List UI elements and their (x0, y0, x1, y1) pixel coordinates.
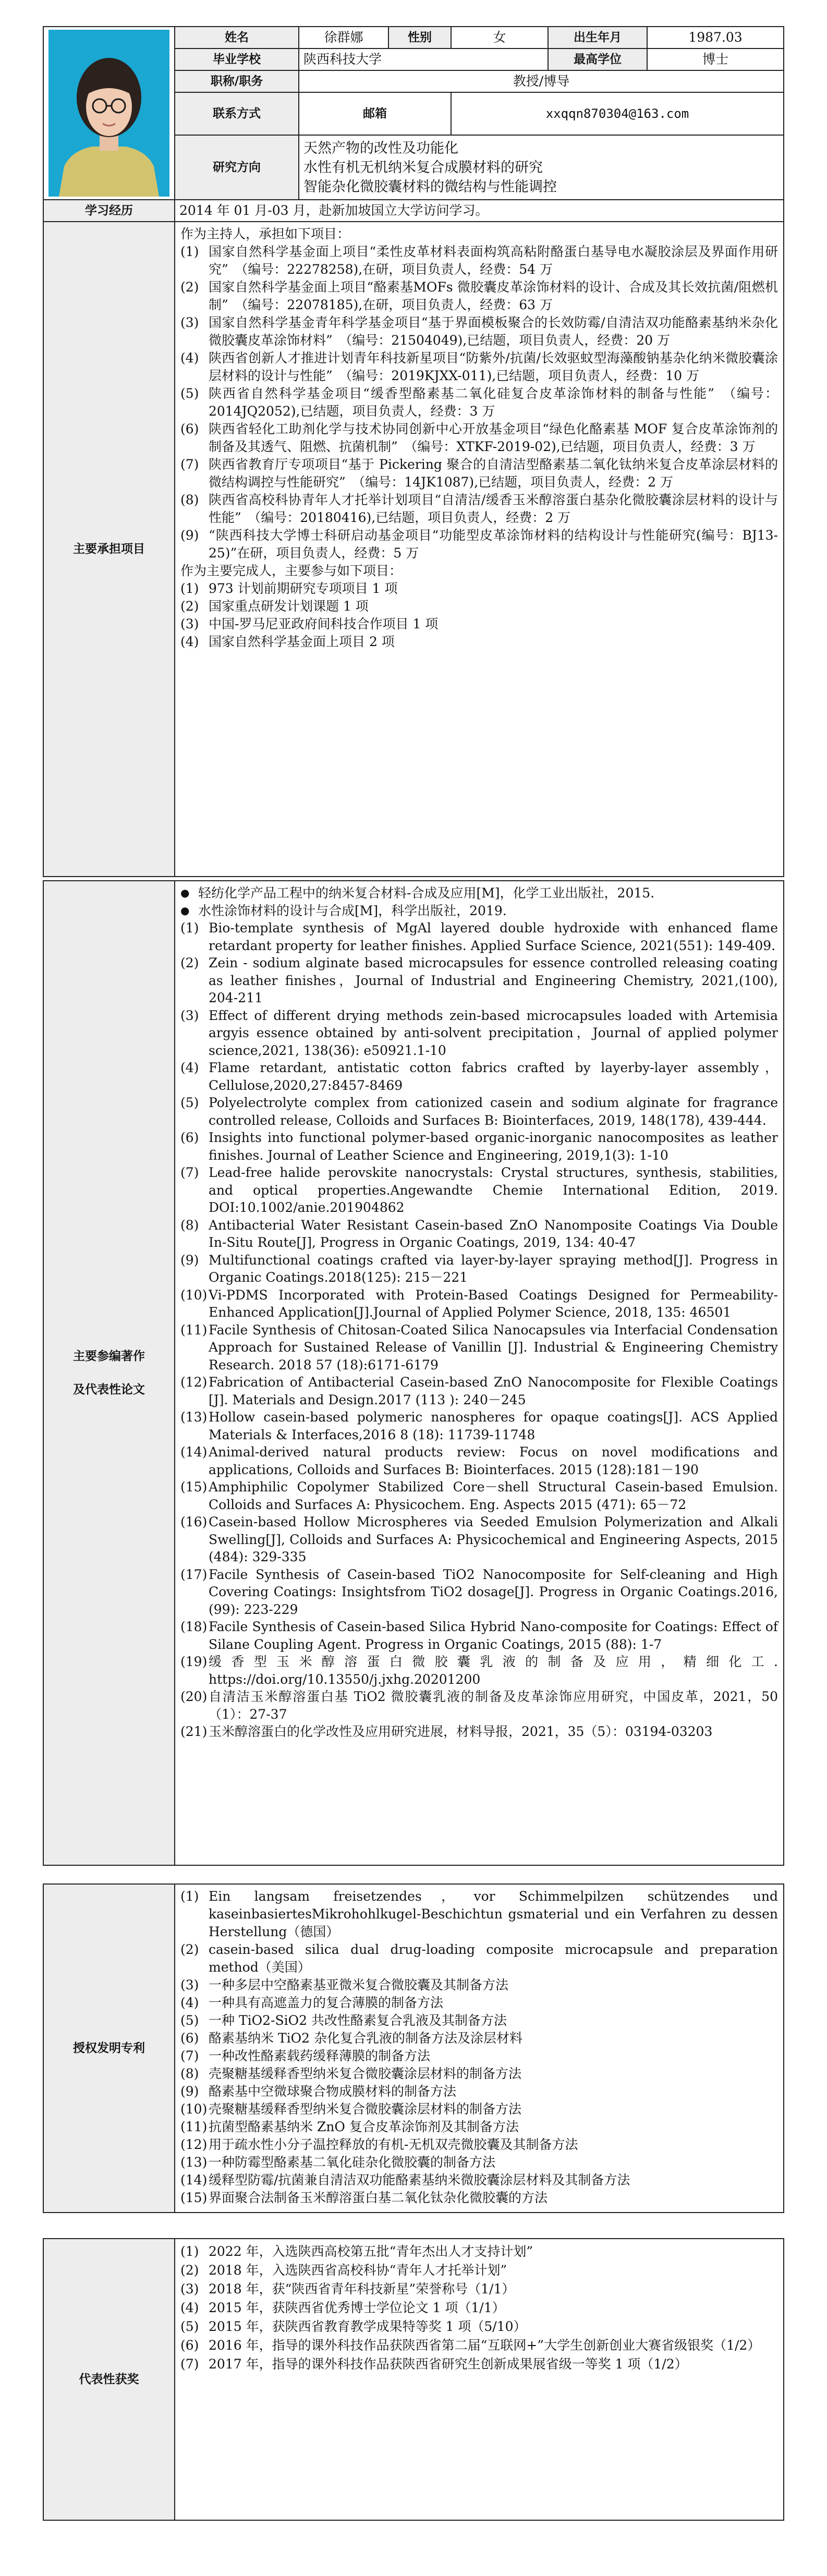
list-item-number: (9) (180, 528, 199, 543)
list-item-number: (15) (180, 2190, 208, 2205)
patent-item (180, 2047, 778, 2065)
list-item-number: (12) (180, 1375, 208, 1390)
study-label: 学习经历 (43, 200, 175, 222)
list-item-number: (20) (180, 1689, 208, 1704)
list-item-number: (1) (180, 2244, 199, 2259)
papers-list (180, 919, 778, 1741)
list-item-text: 2015 年，获陕西省教育教学成果特等奖 1 项（5/10） (209, 2319, 527, 2334)
profile-table (43, 26, 784, 877)
projects-intro: 作为主持人，承担如下项目： (180, 226, 350, 241)
list-item-number: (7) (180, 457, 199, 472)
list-item-text: 陕西省自然科学基金项目“缓香型酪素基二氧化硅复合皮革涂饰材料的制备与性能” （编号：2014JQ2052),已结题，项目负责人，经费：3 万 (209, 386, 778, 419)
project-item (180, 420, 778, 456)
list-item-text: 陕西省创新人才推进计划青年科技新星项目“防紫外/抗菌/长效驱蚊型海藻酸钠基杂化纳米微胶囊涂层材料的设计与性能” （编号：2019KJXX-011),已结题，项目负责人，经费：10 万 (209, 350, 778, 383)
project-item (180, 385, 778, 420)
list-item-number: (6) (180, 421, 199, 436)
list-item-number: (3) (180, 1977, 199, 1992)
paper-item (180, 1059, 778, 1094)
list-item-number: (7) (180, 1165, 199, 1180)
list-item-text: 陕西省高校科协青年人才托举计划项目“自清洁/缓香玉米醇溶蛋白基杂化微胶囊涂层材料的设计与性能” （编号：20180416),已结题，项目负责人，经费：2 万 (209, 492, 778, 525)
list-item-text: Facile Synthesis of Chitosan-Coated Silica Nanocapsules via Interfacial Condensation Approach for Sustained Release of Vanillin [J]. Industrial & Engineering Chemistry Research. 2018 57 (18):6171-6179 (209, 1322, 778, 1372)
list-item-number: (2) (180, 280, 199, 295)
list-item-number: (2) (180, 955, 199, 970)
list-item-number: (4) (180, 2300, 199, 2315)
birth-value: 1987.03 (647, 27, 784, 48)
list-item-number: (7) (180, 2048, 199, 2063)
list-item-text: 973 计划前期研究专项项目 1 项 (209, 581, 398, 596)
list-item-number: (4) (180, 634, 199, 649)
research-line: 天然产物的改性及功能化 (303, 140, 458, 156)
paper-item (180, 1513, 778, 1566)
patent-item (180, 1888, 778, 1941)
list-item-number: (21) (180, 1724, 208, 1739)
list-item-number: (13) (180, 1409, 208, 1425)
projects-content (175, 222, 784, 877)
list-item-text: 用于疏水性小分子温控释放的有机-无机双壳微胶囊及其制备方法 (209, 2137, 578, 2152)
list-item-number: (2) (180, 2263, 199, 2278)
list-item-number: (3) (180, 315, 199, 330)
list-item-number: (15) (180, 1479, 208, 1494)
list-item-number: (8) (180, 2066, 199, 2081)
list-item-number: (3) (180, 616, 199, 631)
title-label: 职称/职务 (175, 70, 299, 92)
list-item-text: 国家自然科学基金面上项目 2 项 (209, 634, 395, 649)
patent-item (180, 2030, 778, 2047)
patents-list (180, 1888, 778, 2207)
paper-item (180, 1566, 778, 1619)
list-item-number: (8) (180, 1217, 199, 1233)
list-item-text: Ein langsam freisetzendes，vor Schimmelpilzen schützendes und kaseinbasiertesMikrohohlkugel-Beschichtun gsmaterial und ein Verfahren zu dessen Herstellung（德国） (209, 1889, 778, 1939)
list-item-text: 玉米醇溶蛋白的化学改性及应用研究进展，材料导报，2021，35（5）：03194-03203 (209, 1724, 713, 1739)
participated-project-item (180, 598, 778, 615)
list-item-text: 壳聚糖基缓释香型纳米复合微胶囊涂层材料的制备方法 (209, 2066, 522, 2081)
book-item (180, 884, 778, 902)
list-item-text: 一种多层中空酪素基亚微米复合微胶囊及其制备方法 (209, 1977, 509, 1992)
list-item-number: (9) (180, 2084, 199, 2099)
paper-item (180, 1251, 778, 1286)
list-item-text: Insights into functional polymer-based organic-inorganic nanocomposites as leather finishes. Journal of Leather Science and Engineering, 2019,1(3): 1-10 (209, 1130, 778, 1163)
list-item-number: (14) (180, 1444, 208, 1460)
projects-list-2 (180, 580, 778, 651)
gender-label: 性别 (388, 27, 451, 48)
participated-project-item (180, 633, 778, 651)
papers-label-line: 主要参编著作 (73, 1350, 145, 1363)
school-value: 陕西科技大学 (299, 48, 548, 70)
paper-item (180, 1478, 778, 1513)
books-list (180, 884, 778, 919)
list-item-number: (3) (180, 2281, 199, 2296)
list-item-text: casein-based silica dual drug-loading composite microcapsule and preparation method（美国） (209, 1942, 778, 1975)
list-item-number: (11) (180, 2119, 208, 2134)
degree-value: 博士 (647, 48, 784, 70)
paper-item (180, 1164, 778, 1217)
person-portrait-icon (48, 30, 169, 197)
list-item-text: 国家自然科学基金青年科学基金项目“基于界面模板聚合的长效防霉/自清洁双功能酪素基纳米杂化微胶囊皮革涂饰材料” （编号：21504049),已结题，项目负责人，经费：20 万 (209, 315, 778, 348)
paper-item (180, 1374, 778, 1408)
email-value[interactable]: xxqqn870304@163.com (451, 92, 784, 135)
list-item-text: Fabrication of Antibacterial Casein-based ZnO Nanocomposite for Flexible Coatings [J]. Materials and Design.2017 (113 ): 240－245 (209, 1375, 778, 1407)
patents-label: 授权发明专利 (43, 1884, 175, 2213)
list-item-number: (12) (180, 2137, 208, 2152)
school-label: 毕业学校 (175, 48, 299, 70)
list-item-text: Lead-free halide perovskite nanocrystals: Crystal structures, synthesis, stabilities, and optical properties.Angewandte Chemie International Edition, 2019. DOI:10.1002/anie.201904862 (209, 1165, 778, 1215)
name-label: 姓名 (175, 27, 299, 48)
patent-item (180, 2154, 778, 2171)
list-item-text: 国家重点研发计划课题 1 项 (209, 599, 369, 614)
list-item-text: 2017 年，指导的课外科技作品获陕西省研究生创新成果展省级一等奖 1 项（1/2） (209, 2356, 688, 2372)
list-item-number: (18) (180, 1619, 208, 1634)
list-item-number: (17) (180, 1566, 208, 1582)
profile-photo (48, 30, 169, 197)
project-item (180, 314, 778, 349)
paper-item (180, 1408, 778, 1443)
paper-item (180, 1217, 778, 1251)
patent-item (180, 2118, 778, 2136)
list-item-number: (5) (180, 2013, 199, 2028)
list-item-text: 自清洁玉米醇溶蛋白基 TiO2 微胶囊乳液的制备及皮革涂饰应用研究，中国皮革，2021，50（1）：27-37 (209, 1689, 778, 1722)
list-item-number: (7) (180, 2356, 199, 2372)
list-item-number: (5) (180, 1095, 199, 1110)
list-item-text: 缓释型防霉/抗菌兼自清洁双功能酪素基纳米微胶囊涂层材料及其制备方法 (209, 2172, 630, 2188)
paper-item (180, 1688, 778, 1723)
title-value: 教授/博导 (299, 70, 784, 92)
list-item-number: (5) (180, 2319, 199, 2334)
list-item-text: 国家自然科学基金面上项目“柔性皮革材料表面构筑高粘附酪蛋白基导电水凝胶涂层及界面作用研究” （编号：22278258),在研，项目负责人，经费：54 万 (209, 244, 778, 277)
list-item-text: 2016 年，指导的课外科技作品获陕西省第二届“互联网+”大学生创新创业大赛省级银奖（1/2） (209, 2338, 761, 2353)
list-item-text: 陕西省轻化工助剂化学与技术协同创新中心开放基金项目“绿色化酪素基 MOF 复合皮革涂饰剂的制备及其透气、阻燃、抗菌机制” （编号：XTKF-2019-02),已结题，项目负责人，经费：3 万 (209, 421, 778, 454)
list-item-number: (5) (180, 386, 199, 401)
project-item (180, 278, 778, 314)
list-item-text: 酪素基纳米 TiO2 杂化复合乳液的制备方法及涂层材料 (209, 2031, 522, 2046)
list-item-text: Antibacterial Water Resistant Casein-based ZnO Nanomposite Coatings Via Double In-Situ Route[J], Progress in Organic Coatings, 2019, 134: 40-47 (209, 1217, 778, 1250)
paper-item (180, 1286, 778, 1321)
list-item-text: 壳聚糖基缓释香型纳米复合微胶囊涂层材料的制备方法 (209, 2101, 522, 2117)
award-item (180, 2299, 778, 2317)
list-item-number: (9) (180, 1252, 199, 1268)
list-item-text: Polyelectrolyte complex from cationized casein and sodium alginate for fragrance controlled release, Colloids and Surfaces B: Biointerfaces, 2019, 148(178), 439-444. (209, 1095, 778, 1128)
list-item-number: (1) (180, 581, 199, 596)
list-item-number: (6) (180, 2338, 199, 2353)
list-item-text: 中国-罗马尼亚政府间科技合作项目 1 项 (209, 616, 439, 631)
paper-item (180, 1321, 778, 1374)
paper-item (180, 919, 778, 954)
list-item-text: 2018 年，入选陕西省高校科协“青年人才托举计划” (209, 2263, 507, 2278)
paper-item (180, 1094, 778, 1129)
list-item-number: (4) (180, 350, 199, 366)
list-item-text: “陕西科技大学博士科研启动基金项目“功能型皮革涂饰材料的结构设计与性能研究(编号：BJ13-25)”在研，项目负责人，经费：5 万 (209, 528, 778, 561)
list-item-number: (13) (180, 2155, 208, 2170)
awards-table (43, 2238, 784, 2521)
list-item-number: (4) (180, 1060, 199, 1075)
study-value: 2014 年 01 月-03 月，赴新加坡国立大学访问学习。 (175, 200, 784, 222)
name-value: 徐群娜 (299, 27, 388, 48)
patent-item (180, 2065, 778, 2083)
patent-item (180, 2012, 778, 2030)
participated-project-item (180, 615, 778, 633)
list-item-number: (4) (180, 1995, 199, 2010)
list-item-number: (8) (180, 492, 199, 507)
patents-content (175, 1884, 784, 2213)
paper-item (180, 1618, 778, 1653)
projects-list (180, 243, 778, 562)
gender-value: 女 (451, 27, 548, 48)
list-item-text: Hollow casein-based polymeric nanospheres for opaque coatings[J]. ACS Applied Materials & Interfaces,2016 8 (18): 11739-11748 (209, 1409, 778, 1442)
list-item-number: (6) (180, 2031, 199, 2046)
list-item-number: (1) (180, 1889, 199, 1904)
list-item-text: 抗菌型酪素基纳米 ZnO 复合皮革涂饰剂及其制备方法 (209, 2119, 519, 2134)
awards-label: 代表性获奖 (43, 2239, 175, 2520)
list-item-number: (1) (180, 244, 199, 259)
patent-item (180, 2136, 778, 2154)
patent-item (180, 2171, 778, 2189)
award-item (180, 2261, 778, 2280)
book-text: 轻纺化学产品工程中的纳米复合材料-合成及应用[M]，化学工业出版社，2015. (198, 885, 655, 901)
paper-item (180, 954, 778, 1007)
list-item-text: 界面聚合法制备玉米醇溶蛋白基二氧化钛杂化微胶囊的方法 (209, 2190, 548, 2205)
award-item (180, 2242, 778, 2261)
patent-item (180, 1941, 778, 1976)
paper-item (180, 1007, 778, 1060)
list-item-number: (2) (180, 1942, 199, 1957)
papers-content (175, 881, 784, 1865)
list-item-text: Facile Synthesis of Casein-based TiO2 Nanocomposite for Self-cleaning and High Covering Coatings: Insightsfrom TiO2 dosage[J]. Progress in Organic Coatings.2016,(99): 223-229 (209, 1566, 778, 1617)
list-item-text: Facile Synthesis of Casein-based Silica Hybrid Nano-composite for Coatings: Effect of Silane Coupling Agent. Progress in Organic Coatings, 2015 (88): 1-7 (209, 1619, 778, 1652)
participated-project-item (180, 580, 778, 598)
project-item (180, 243, 778, 278)
email-label: 邮箱 (299, 92, 451, 135)
bullet-icon: ● (180, 886, 190, 899)
project-item (180, 527, 778, 562)
list-item-number: (10) (180, 1287, 208, 1303)
patent-item (180, 1976, 778, 1994)
contact-label: 联系方式 (175, 92, 299, 135)
patent-item (180, 2100, 778, 2118)
papers-label-line: 及代表性论文 (73, 1383, 145, 1396)
list-item-text: 一种防霉型酪素基二氧化硅杂化微胶囊的制备方法 (209, 2155, 496, 2170)
patents-table (43, 1884, 784, 2213)
list-item-text: Bio-template synthesis of MgAl layered double hydroxide with enhanced flame retardant property for leather finishes. Applied Surface Science, 2021(551): 149-409. (209, 920, 778, 953)
list-item-number: (19) (180, 1654, 208, 1669)
award-item (180, 2280, 778, 2299)
list-item-text: Vi-PDMS Incorporated with Protein-Based Coatings Designed for Permeability-Enhanced Application[J].Journal of Applied Polymer Science, 2018, 135: 46501 (209, 1287, 778, 1320)
list-item-text: 2018 年，获“陕西省青年科技新星”荣誉称号（1/1） (209, 2281, 515, 2296)
list-item-text: 国家自然科学基金面上项目“酪素基MOFs 微胶囊皮革涂饰材料的设计、合成及其长效抗菌/阻燃机制” （编号：22078185),在研，项目负责人，经费：63 万 (209, 280, 778, 312)
patent-item (180, 2189, 778, 2207)
list-item-number: (2) (180, 599, 199, 614)
list-item-number: (10) (180, 2101, 208, 2117)
research-label: 研究方向 (175, 135, 299, 200)
list-item-text: Multifunctional coatings crafted via layer-by-layer spraying method[J]. Progress in Organic Coatings.2018(125): 215－221 (209, 1252, 778, 1285)
list-item-text: 2015 年，获陕西省优秀博士学位论文 1 项（1/1） (209, 2300, 505, 2315)
book-text: 水性涂饰材料的设计与合成[M]，科学出版社，2019. (198, 903, 507, 918)
photo-cell (43, 27, 175, 200)
bullet-icon: ● (180, 904, 190, 917)
list-item-number: (6) (180, 1130, 199, 1145)
list-item-number: (11) (180, 1322, 208, 1338)
research-line: 智能杂化微胶囊材料的微结构与性能调控 (303, 178, 557, 195)
papers-table (43, 880, 784, 1866)
projects-label: 主要承担项目 (43, 222, 175, 877)
list-item-text: 缓香型玉米醇溶蛋白微胶囊乳液的制备及应用，精细化工. https://doi.org/10.13550/j.jxhg.20201200 (209, 1654, 778, 1687)
paper-item (180, 1443, 778, 1478)
research-line: 水性有机无机纳米复合成膜材料的研究 (303, 159, 543, 176)
list-item-text: 一种改性酪素载药缓释薄膜的制备方法 (209, 2048, 431, 2063)
list-item-text: Animal-derived natural products review: Focus on novel modifications and applications, Colloids and Surfaces B: Biointerfaces. 2015 (128):181－190 (209, 1444, 778, 1477)
list-item-text: Flame retardant, antistatic cotton fabrics crafted by layerby-layer assembly，Cellulose,2020,27:8457-8469 (209, 1060, 778, 1093)
list-item-text: Zein - sodium alginate based microcapsules for essence controlled releasing coating as leather finishes，Journal of Industrial and Engineering Chemistry, 2021,(100), 204-211 (209, 955, 778, 1005)
award-item (180, 2317, 778, 2336)
awards-list (180, 2242, 778, 2374)
award-item (180, 2336, 778, 2355)
papers-label (43, 881, 175, 1865)
projects-intro-2: 作为主要完成人，主要参与如下项目： (180, 563, 403, 578)
degree-label: 最高学位 (548, 48, 647, 70)
paper-item (180, 1723, 778, 1741)
list-item-number: (16) (180, 1514, 208, 1529)
patent-item (180, 1994, 778, 2012)
list-item-text: 一种 TiO2-SiO2 共改性酪素复合乳液及其制备方法 (209, 2013, 507, 2028)
project-item (180, 491, 778, 527)
patent-item (180, 2083, 778, 2100)
list-item-text: Effect of different drying methods zein-based microcapsules loaded with Artemisia argyis essence obtained by anti-solvent precipitation，Journal of applied polymer science,2021, 138(36): e50921.1-10 (209, 1007, 778, 1058)
list-item-text: 酪素基中空微球聚合物成膜材料的制备方法 (209, 2084, 457, 2099)
list-item-text: 陕西省教育厅专项项目“基于 Pickering 聚合的自清洁型酪素基二氧化钛纳米复合皮革涂层材料的微结构调控与性能研究” （编号：14JK1087),已结题，项目负责人，经费：2 万 (209, 457, 778, 490)
birth-label: 出生年月 (548, 27, 647, 48)
list-item-number: (14) (180, 2172, 208, 2188)
list-item-text: 2022 年，入选陕西高校第五批“青年杰出人才支持计划” (209, 2244, 533, 2259)
awards-content (175, 2239, 784, 2520)
list-item-text: 一种具有高遮盖力的复合薄膜的制备方法 (209, 1995, 444, 2010)
list-item-text: Amphiphilic Copolymer Stabilized Core－shell Structural Casein-based Emulsion. Colloids and Surfaces A: Physicochem. Eng. Aspects 2015 (471): 65－72 (209, 1479, 778, 1512)
paper-item (180, 1653, 778, 1688)
project-item (180, 456, 778, 491)
project-item (180, 349, 778, 385)
paper-item (180, 1129, 778, 1164)
list-item-number: (3) (180, 1007, 199, 1023)
award-item (180, 2355, 778, 2374)
book-item (180, 902, 778, 920)
list-item-text: Casein-based Hollow Microspheres via Seeded Emulsion Polymerization and Alkali Swelling[J], Colloids and Surfaces A: Physicochemical and Engineering Aspects, 2015 (484): 329-335 (209, 1514, 778, 1564)
research-value (299, 135, 784, 200)
list-item-number: (1) (180, 920, 199, 935)
